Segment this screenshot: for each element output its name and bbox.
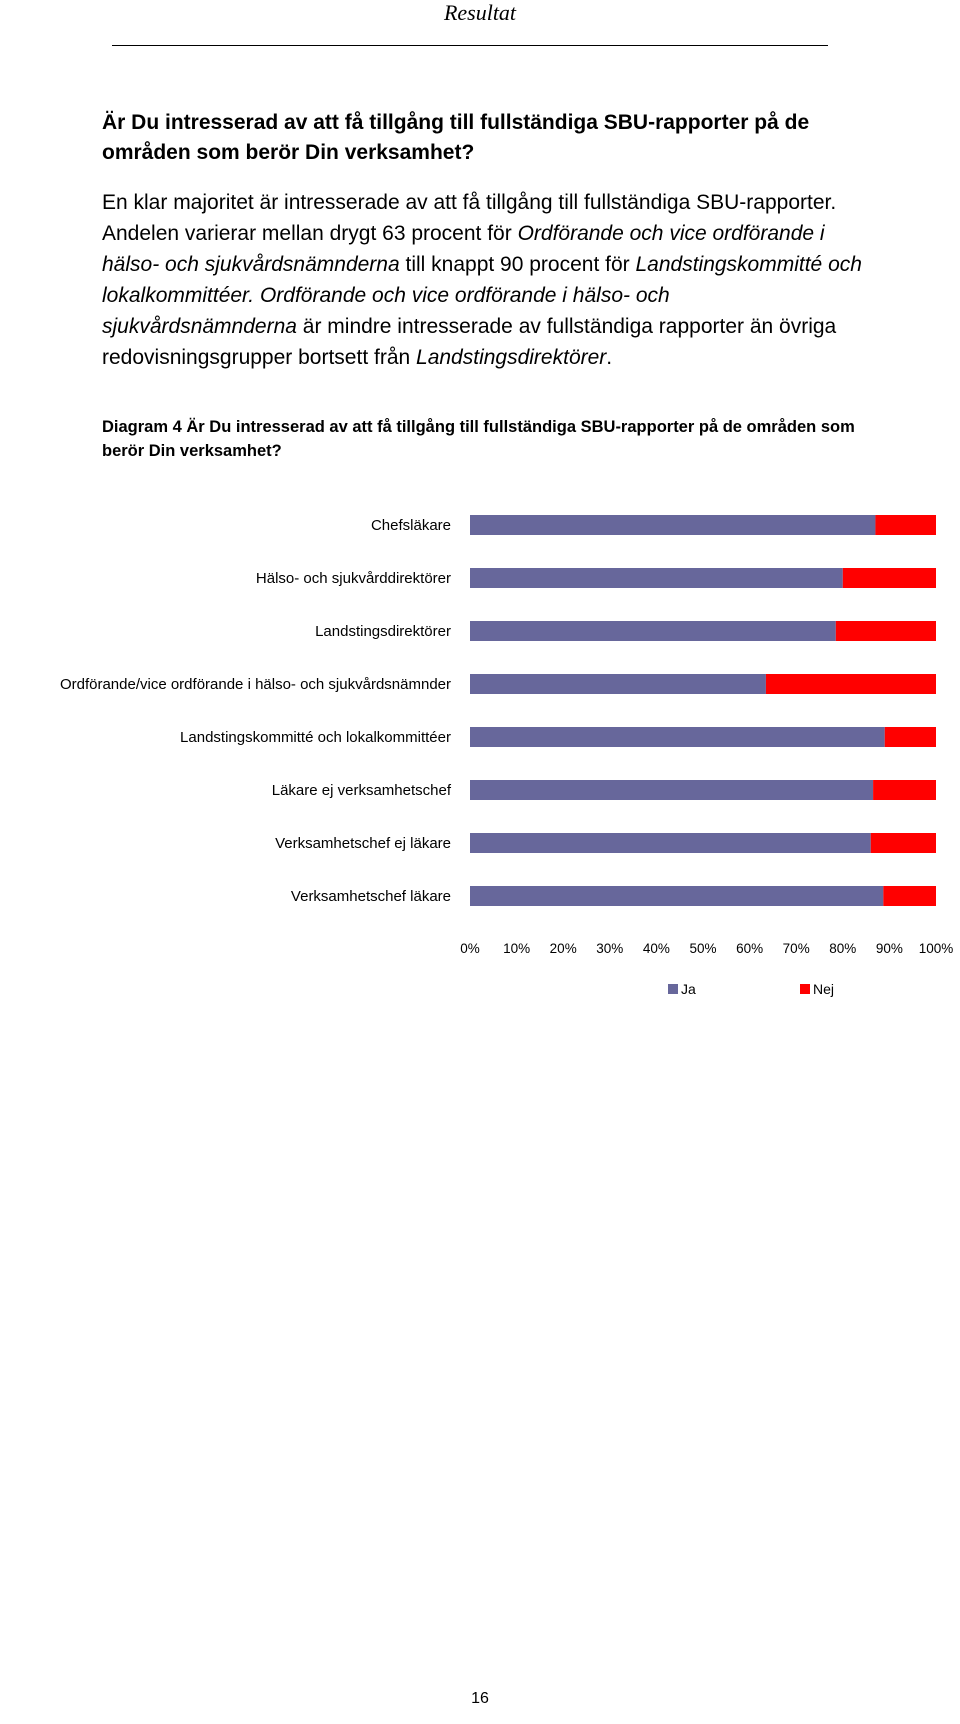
legend-label-ja: Ja — [681, 981, 696, 997]
x-tick-label: 40% — [642, 941, 670, 956]
bar-nej — [871, 833, 936, 853]
x-tick-label: 50% — [689, 941, 717, 956]
diagram-caption: Diagram 4 Är Du intresserad av att få tillgång till fullständiga SBU-rapporter på de områden som berör Din verksamhet? — [102, 418, 855, 460]
x-tick-label: 100% — [918, 941, 954, 956]
category-label: Verksamhetschef ej läkare — [275, 835, 451, 852]
legend-swatch-ja — [668, 984, 678, 994]
body-text-run: är mindre intresserade av fullständiga rapporter än övriga redovisningsgrupper bortsett från — [102, 315, 837, 369]
bar-nej — [766, 674, 936, 694]
body-italic-run: Ordförande och vice ordförande i hälso- och sjukvårdsnämnderna — [102, 222, 825, 276]
category-label: Läkare ej verksamhetschef — [271, 782, 451, 799]
category-label: Hälso- och sjukvårddirektörer — [255, 570, 451, 587]
category-label: Verksamhetschef läkare — [290, 888, 451, 905]
bar-ja — [470, 515, 875, 535]
bar-ja — [470, 568, 843, 588]
x-tick-label: 80% — [829, 941, 857, 956]
bar-ja — [470, 674, 766, 694]
bar-ja — [470, 780, 873, 800]
bar-nej — [843, 568, 936, 588]
body-italic-run: Landstingskommitté och lokalkommittéer. — [102, 253, 862, 307]
bar-ja — [470, 886, 883, 906]
running-head: Resultat — [443, 0, 517, 25]
bar-ja — [470, 833, 871, 853]
body-text-run: En klar majoritet är intresserade av att få tillgång till fullständiga SBU-rapporter. Andelen varierar mellan drygt 63 procent för — [102, 191, 837, 245]
body-italic-run: Ordförande och vice ordförande i hälso- och sjukvårdsnämnderna — [102, 284, 670, 338]
x-tick-label: 0% — [460, 941, 480, 956]
section-question: Är Du intresserad av att få tillgång till fullständiga SBU-rapporter på de områden som berör Din verksamhet? — [102, 111, 810, 164]
body-text-run: . — [606, 346, 613, 369]
body-paragraph — [102, 187, 862, 373]
body-text-run: till knappt 90 procent för — [399, 253, 636, 276]
category-label: Chefsläkare — [370, 517, 451, 534]
legend-swatch-nej — [800, 984, 810, 994]
bar-nej — [875, 515, 936, 535]
bar-nej — [873, 780, 936, 800]
category-label: Landstingsdirektörer — [315, 623, 451, 640]
bar-ja — [470, 727, 885, 747]
bar-nej — [836, 621, 936, 641]
x-tick-label: 90% — [875, 941, 903, 956]
x-tick-label: 10% — [503, 941, 531, 956]
bar-ja — [470, 621, 836, 641]
page-number: 16 — [471, 1690, 489, 1707]
x-tick-label: 30% — [596, 941, 624, 956]
stacked-bar-chart — [0, 495, 960, 1015]
legend-label-nej: Nej — [813, 981, 835, 997]
x-tick-label: 20% — [549, 941, 577, 956]
x-tick-label: 60% — [736, 941, 764, 956]
body-italic-run: Landstingsdirektörer — [416, 346, 607, 369]
bar-nej — [883, 886, 936, 906]
chart-svg — [0, 495, 960, 1015]
bar-nej — [885, 727, 936, 747]
header-rule — [112, 45, 828, 46]
x-tick-label: 70% — [782, 941, 810, 956]
category-label: Landstingskommitté och lokalkommittéer — [180, 729, 451, 746]
category-label: Ordförande/vice ordförande i hälso- och sjukvårdsnämnder — [59, 676, 451, 693]
